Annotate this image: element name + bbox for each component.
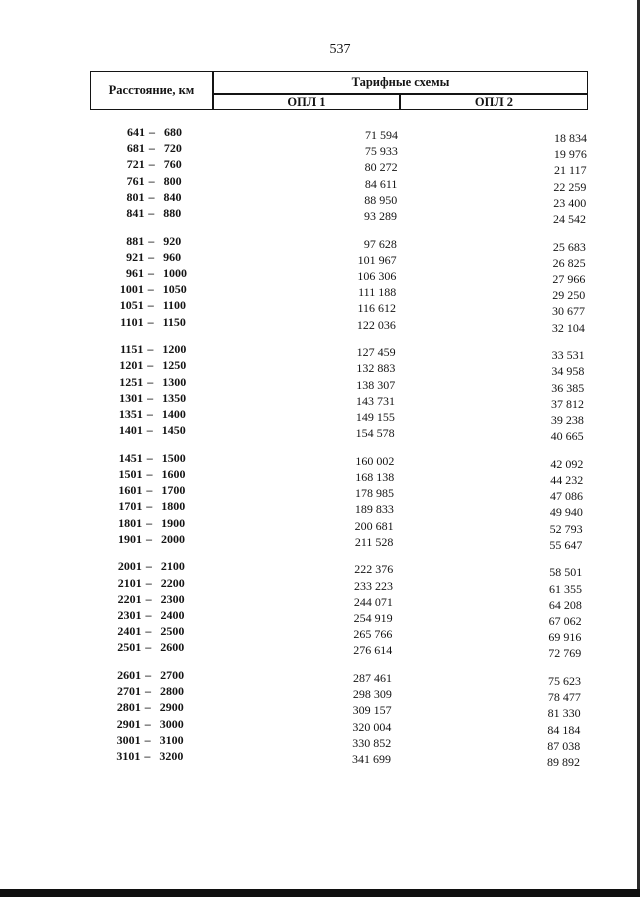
opl1-value: 88 950 [364,192,398,207]
table-row [0,298,640,319]
distance-to: 2000 [161,531,185,546]
opl2-value: 40 665 [550,429,584,444]
table-row [0,189,640,210]
range-separator: – [145,668,152,682]
table-row [0,157,640,178]
range-separator: – [144,732,151,747]
range-separator: – [148,157,155,172]
distance-to: 2100 [160,559,185,574]
opl2-value: 23 400 [553,195,587,210]
distance-to: 2900 [159,700,184,715]
table-row [0,173,640,194]
table-row [0,624,640,645]
table-row [0,282,640,303]
distance-from: 2101 [117,575,142,590]
range-separator: – [146,423,153,438]
distance-from: 681 [126,141,145,156]
opl1-value: 101 967 [357,252,397,267]
opl1-value: 222 376 [354,562,394,577]
range-separator: – [146,450,153,465]
opl1-value: 168 138 [355,470,395,484]
scan-edge-bottom [0,889,640,897]
opl1-value: 244 071 [353,594,393,609]
opl2-value: 84 184 [547,722,581,737]
opl1-value: 200 681 [354,518,394,533]
distance-from: 721 [126,157,145,172]
distance-from: 2801 [116,700,141,715]
opl1-value: 97 628 [363,236,397,251]
opl2-value: 29 250 [552,288,586,303]
opl1-value: 143 731 [356,393,395,408]
table-row [0,233,640,254]
opl1-value: 93 289 [364,209,397,223]
distance-to: 1050 [162,282,187,297]
distance-from: 2001 [117,559,142,574]
range-separator: – [147,358,154,373]
distance-to: 2300 [160,591,185,606]
distance-to: 1900 [161,515,186,530]
distance-to: 920 [163,233,182,248]
table-row [0,640,640,661]
distance-from: 3001 [116,732,141,747]
range-separator: – [144,700,151,715]
table-row [0,141,640,162]
table-row [0,684,640,705]
opl2-value: 22 259 [553,179,587,194]
opl2-value: 75 623 [548,674,581,688]
range-separator: – [146,467,153,481]
opl1-value: 111 188 [358,285,397,300]
opl1-value: 75 933 [364,144,398,159]
distance-from: 921 [126,249,145,264]
opl1-value: 265 766 [353,627,393,642]
range-separator: – [146,407,153,421]
range-separator: – [148,266,154,280]
distance-to: 1200 [162,342,187,357]
distance-to: 840 [163,189,182,204]
distance-from: 2201 [117,591,142,606]
distance-to: 1800 [161,499,186,514]
opl1-value: 127 459 [356,345,396,360]
range-separator: – [148,233,155,248]
distance-from: 1701 [118,499,143,514]
range-separator: – [145,559,152,574]
opl2-value: 55 647 [549,537,583,552]
opl1-value: 309 157 [352,703,392,718]
distance-to: 1250 [162,358,187,373]
opl1-value: 189 833 [354,502,394,517]
opl1-value: 211 528 [354,534,394,549]
distance-to: 3000 [159,716,184,731]
distance-to: 1450 [161,423,186,438]
opl2-value: 61 355 [549,581,582,596]
distance-to: 3100 [159,732,184,747]
opl1-value: 178 985 [355,486,394,501]
tariff-schemes-header: Тарифные схемы [351,74,450,89]
distance-from: 2501 [117,640,142,655]
range-separator: – [148,249,155,264]
opl2-value: 47 086 [550,489,583,504]
distance-from: 961 [126,266,144,280]
opl2-value: 42 092 [550,456,584,471]
opl1-value: 233 223 [354,578,393,593]
opl1-value: 154 578 [355,426,395,441]
opl2-value: 69 916 [548,630,582,645]
opl2-column-header: ОПЛ 2 [474,94,514,109]
range-separator: – [144,749,151,763]
distance-to: 1700 [161,483,186,498]
table-row [0,483,640,504]
distance-to: 720 [163,141,182,156]
distance-to: 1300 [162,374,187,389]
table-row [0,749,640,769]
distance-from: 2301 [117,608,142,622]
opl2-value: 26 825 [552,255,586,270]
distance-from: 841 [126,206,145,220]
table-row [0,342,640,363]
table-row [0,668,640,688]
opl2-value: 24 542 [553,212,586,226]
distance-to: 1500 [161,450,186,465]
table-row [0,700,640,721]
opl1-value: 276 614 [353,643,393,658]
opl1-value: 287 461 [353,671,392,685]
opl1-value: 71 594 [365,128,398,142]
range-separator: – [145,608,152,622]
table-row [0,499,640,520]
distance-to: 960 [163,249,182,264]
table-row [0,732,640,753]
distance-to: 2600 [160,640,185,655]
table-row [0,407,640,427]
table-row [0,266,640,286]
distance-from: 1251 [119,374,144,389]
distance-to: 1400 [161,407,186,421]
table-row [0,531,640,552]
distance-from: 641 [127,125,145,139]
opl2-value: 64 208 [548,597,582,612]
range-separator: – [146,531,152,546]
range-separator: – [145,684,151,699]
range-separator: – [145,624,152,639]
opl1-column-header: ОПЛ 1 [287,94,326,109]
distance-to: 2400 [160,608,185,622]
opl2-value: 18 834 [554,131,587,145]
table-row [0,467,640,487]
range-separator: – [148,189,155,204]
distance-from: 761 [126,173,145,188]
distance-column-header: Расстояние, км [108,83,195,97]
opl1-value: 149 155 [355,410,395,424]
table-row [0,374,640,395]
range-separator: – [147,342,154,357]
table-row [0,423,640,444]
opl1-value: 320 004 [352,719,392,734]
table-row [0,716,640,737]
distance-from: 1351 [118,407,143,421]
opl1-value: 106 306 [357,269,397,283]
opl2-value: 25 683 [552,239,586,254]
opl2-value: 72 769 [548,646,582,661]
opl2-value: 49 940 [549,505,583,520]
opl1-value: 298 309 [352,687,392,702]
opl1-value: 138 307 [356,377,396,392]
distance-from: 2601 [117,668,142,682]
range-separator: – [144,716,151,731]
opl2-value: 27 966 [552,272,586,286]
opl2-value: 87 038 [547,738,581,753]
opl2-value: 58 501 [549,565,583,580]
table-row [0,125,640,145]
table-row [0,206,640,226]
distance-from: 2901 [116,716,141,731]
opl2-value: 37 812 [551,396,584,411]
table-row [0,358,640,379]
distance-to: 1350 [162,390,187,405]
distance-to: 1000 [163,266,187,280]
range-separator: – [146,515,153,530]
table-row [0,559,640,580]
range-separator: – [146,499,153,514]
distance-to: 2500 [160,624,185,639]
range-separator: – [149,125,155,139]
range-separator: – [145,640,152,655]
distance-from: 2401 [117,624,142,639]
table-row [0,314,640,335]
table-row [0,390,640,411]
table-row [0,249,640,270]
opl1-value: 341 699 [352,752,391,766]
opl2-value: 39 238 [550,413,584,427]
distance-from: 1801 [118,515,143,530]
distance-from: 1051 [119,298,144,313]
opl1-value: 122 036 [356,317,396,332]
opl2-value: 52 793 [549,521,583,536]
distance-from: 3101 [116,749,141,763]
range-separator: – [147,390,154,405]
range-separator: – [148,141,155,156]
distance-from: 1201 [119,358,144,373]
range-separator: – [148,173,155,188]
distance-to: 2200 [160,575,185,590]
distance-from: 1001 [119,282,144,297]
distance-to: 1600 [161,467,186,481]
opl2-value: 44 232 [550,473,584,487]
opl1-value: 116 612 [357,301,396,316]
opl2-value: 34 958 [551,364,585,379]
distance-from: 1401 [118,423,143,438]
opl1-value: 80 272 [364,160,398,175]
opl1-value: 84 611 [364,176,398,191]
range-separator: – [147,314,154,329]
range-separator: – [147,282,154,297]
opl2-value: 32 104 [551,320,585,335]
table-row [0,450,640,471]
distance-from: 1601 [118,483,143,498]
opl1-value: 330 852 [352,735,392,750]
range-separator: – [146,483,153,498]
distance-from: 1301 [119,390,144,405]
distance-from: 801 [126,189,145,204]
opl2-value: 30 677 [552,304,585,319]
opl2-value: 19 976 [553,147,587,162]
distance-from: 2701 [117,684,141,699]
distance-from: 1101 [120,314,144,329]
distance-to: 800 [163,173,182,188]
distance-to: 760 [163,157,182,172]
opl2-value: 78 477 [547,690,581,705]
opl1-value: 132 883 [356,361,396,376]
distance-from: 881 [126,233,145,248]
distance-from: 1451 [118,450,143,465]
range-separator: – [145,575,152,590]
distance-to: 680 [164,125,182,139]
opl2-value: 89 892 [547,755,580,769]
opl1-value: 160 002 [355,453,395,468]
distance-from: 1501 [118,467,143,481]
opl2-value: 36 385 [551,380,585,395]
opl2-value: 21 117 [554,163,587,178]
range-separator: – [145,591,152,606]
table-row [0,575,640,596]
opl2-value: 67 062 [548,614,582,628]
distance-to: 880 [163,206,182,220]
table-row [0,608,640,628]
opl2-value: 33 531 [551,348,585,363]
table-row [0,591,640,612]
distance-to: 1150 [162,314,186,329]
range-separator: – [148,206,155,220]
distance-to: 2700 [160,668,185,682]
opl2-value: 81 330 [547,706,581,721]
table-row [0,515,640,536]
distance-to: 2800 [160,684,184,699]
page-number: 537 [329,42,351,57]
distance-from: 1901 [118,531,142,546]
range-separator: – [147,374,154,389]
range-separator: – [147,298,154,313]
distance-to: 1100 [162,298,187,313]
distance-from: 1151 [120,342,144,357]
distance-to: 3200 [159,749,184,763]
opl1-value: 254 919 [353,611,393,625]
